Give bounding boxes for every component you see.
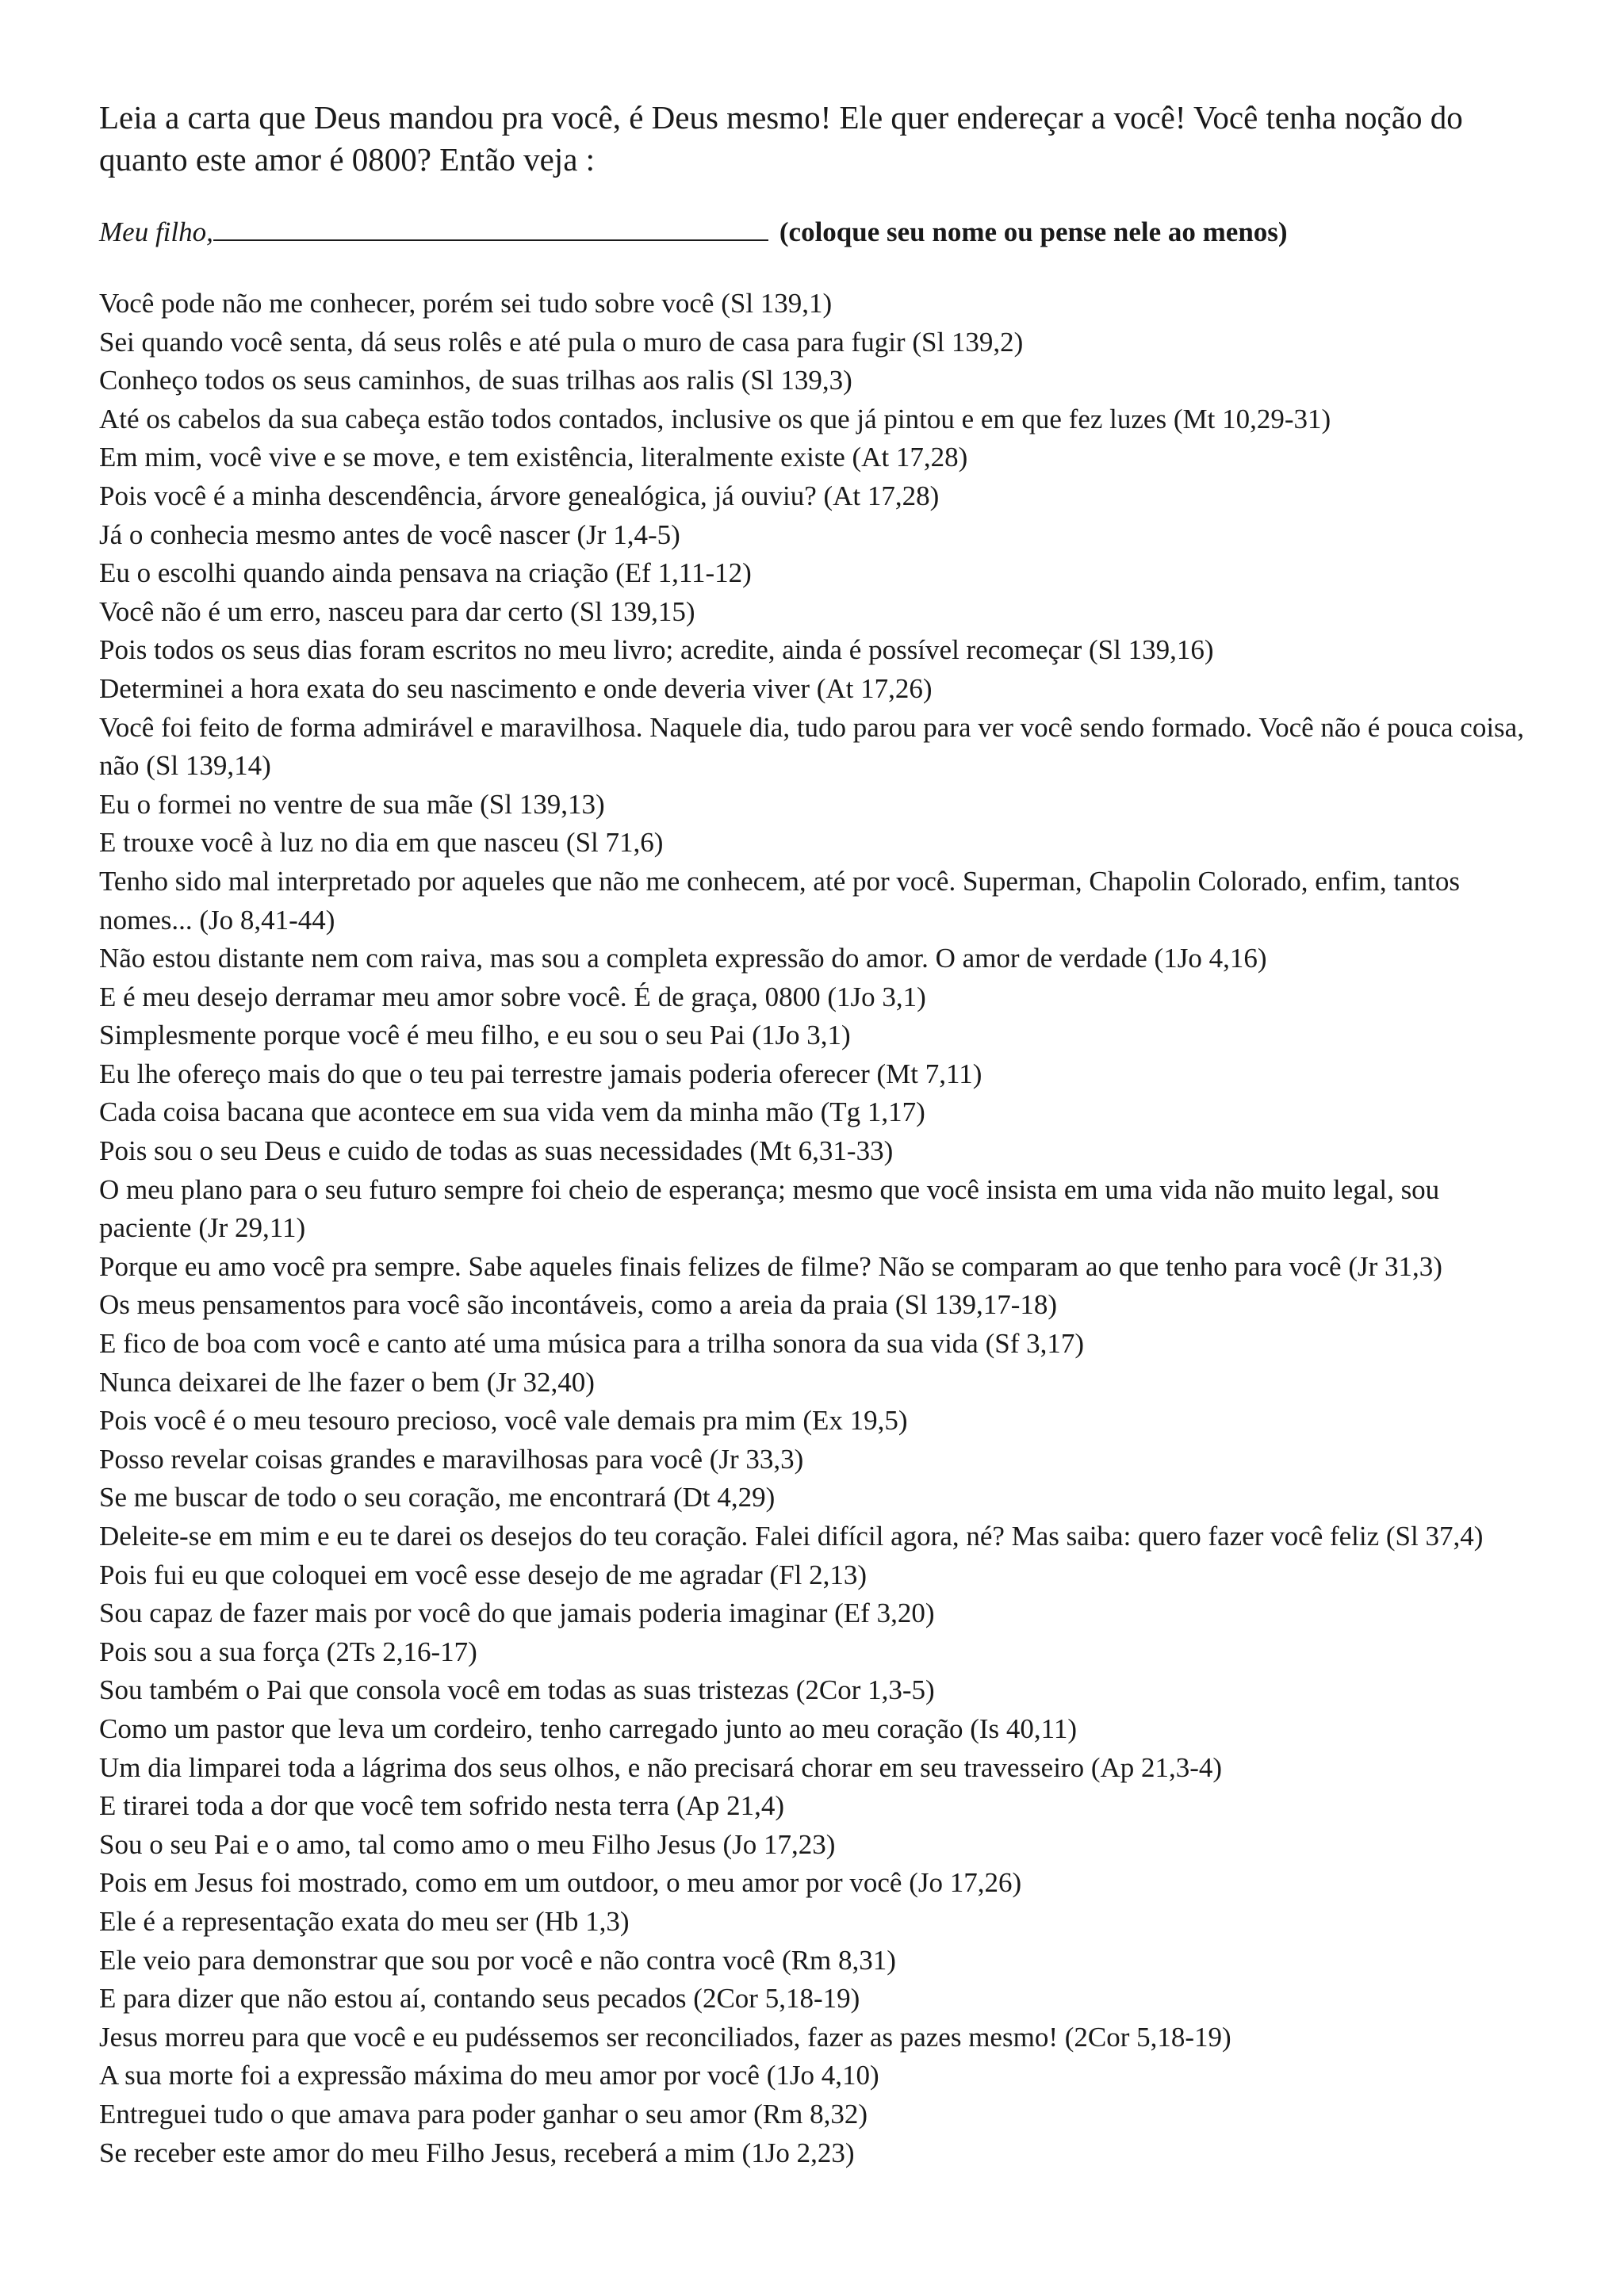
verse-line: Já o conhecia mesmo antes de você nascer (Jr 1,4-5)	[99, 519, 680, 550]
verse-line: Se receber este amor do meu Filho Jesus, receberá a mim (1Jo 2,23)	[99, 2137, 855, 2168]
verse-line: Pois sou o seu Deus e cuido de todas as suas necessidades (Mt 6,31-33)	[99, 1135, 894, 1167]
verse-line: Jesus morreu para que você e eu pudéssemos ser reconciliados, fazer as pazes mesmo! (2Cor 5,18-19)	[99, 2021, 1231, 2053]
verse-line: Pois você é o meu tesouro precioso, você vale demais pra mim (Ex 19,5)	[99, 1405, 908, 1437]
verse-line: Ele veio para demonstrar que sou por você e não contra você (Rm 8,31)	[99, 1944, 896, 1976]
verse-line: Como um pastor que leva um cordeiro, tenho carregado junto ao meu coração (Is 40,11)	[99, 1712, 1078, 1744]
verse-line: Sou capaz de fazer mais por você do que jamais poderia imaginar (Ef 3,20)	[99, 1598, 935, 1629]
salutation-line	[99, 215, 1526, 250]
verse-line: E fico de boa com você e canto até uma música para a trilha sonora da sua vida (Sf 3,17)	[99, 1328, 1085, 1360]
verse-line: Nunca deixarei de lhe fazer o bem (Jr 32,40)	[99, 1366, 595, 1398]
name-blank-line	[213, 216, 768, 241]
verse-line: Pois fui eu que coloquei em você esse desejo de me agradar (Fl 2,13)	[99, 1559, 868, 1590]
verse-line: Conheço todos os seus caminhos, de suas trilhas aos ralis (Sl 139,3)	[99, 365, 852, 396]
verse-line: E é meu desejo derramar meu amor sobre você. É de graça, 0800 (1Jo 3,1)	[99, 981, 926, 1012]
salutation-greeting: Meu filho,	[99, 216, 213, 247]
verse-line: Entreguei tudo o que amava para poder ganhar o seu amor (Rm 8,32)	[99, 2098, 868, 2130]
verse-line: Eu o escolhi quando ainda pensava na criação (Ef 1,11-12)	[99, 557, 752, 589]
verse-line: Se me buscar de todo o seu coração, me encontrará (Dt 4,29)	[99, 1482, 776, 1513]
verse-line: Determinei a hora exata do seu nascimento e onde deveria viver (At 17,26)	[99, 672, 933, 704]
intro-paragraph: Leia a carta que Deus mandou pra você, é Deus mesmo! Ele quer endereçar a você! Você tenha noção do quanto este amor é 0800? Então veja :	[99, 99, 1463, 178]
verse-line: Até os cabelos da sua cabeça estão todos contados, inclusive os que já pintou e em que fez luzes (Mt 10,29-31)	[99, 403, 1331, 434]
verse-line: E para dizer que não estou aí, contando seus pecados (2Cor 5,18-19)	[99, 1983, 860, 2015]
verse-line: Você pode não me conhecer, porém sei tudo sobre você (Sl 139,1)	[99, 288, 833, 319]
verse-line: Você não é um erro, nasceu para dar certo (Sl 139,15)	[99, 595, 695, 627]
verse-line: Pois em Jesus foi mostrado, como em um outdoor, o meu amor por você (Jo 17,26)	[99, 1867, 1022, 1899]
verse-line: Em mim, você vive e se move, e tem existência, literalmente existe (At 17,28)	[99, 442, 968, 473]
verse-line: Porque eu amo você pra sempre. Sabe aqueles finais felizes de filme? Não se comparam ao que tenho para você (Jr 31,3)	[99, 1250, 1442, 1282]
verse-line: Eu lhe ofereço mais do que o teu pai terrestre jamais poderia oferecer (Mt 7,11)	[99, 1058, 982, 1089]
verse-line: Tenho sido mal interpretado por aqueles que não me conhecem, até por você. Superman, Chapolin Colorado, enfim, tantos nomes... (Jo 8,41-44)	[99, 865, 1460, 936]
verse-line: Não estou distante nem com raiva, mas sou a completa expressão do amor. O amor de verdade (1Jo 4,16)	[99, 943, 1267, 974]
verse-line: Posso revelar coisas grandes e maravilhosas para você (Jr 33,3)	[99, 1443, 804, 1475]
verse-line: Os meus pensamentos para você são incontáveis, como a areia da praia (Sl 139,17-18)	[99, 1289, 1058, 1321]
verse-line: A sua morte foi a expressão máxima do meu amor por você (1Jo 4,10)	[99, 2060, 879, 2091]
verse-line: Sou também o Pai que consola você em todas as suas tristezas (2Cor 1,3-5)	[99, 1674, 935, 1706]
verse-line: Cada coisa bacana que acontece em sua vida vem da minha mão (Tg 1,17)	[99, 1096, 925, 1128]
verse-list	[99, 285, 1526, 2172]
salutation-instruction: (coloque seu nome ou pense nele ao menos)	[779, 216, 1288, 247]
verse-line: E trouxe você à luz no dia em que nasceu (Sl 71,6)	[99, 827, 664, 859]
verse-line: Deleite-se em mim e eu te darei os desejos do teu coração. Falei difícil agora, né? Mas saiba: quero fazer você feliz (Sl 37,4)	[99, 1521, 1484, 1552]
verse-line: Pois todos os seus dias foram escritos no meu livro; acredite, ainda é possível recomeçar (Sl 139,16)	[99, 634, 1214, 666]
letter-page	[99, 97, 1526, 2172]
verse-line: Você foi feito de forma admirável e maravilhosa. Naquele dia, tudo parou para ver você sendo formado. Você não é pouca coisa, não (Sl 139,14)	[99, 711, 1524, 782]
verse-line: Sou o seu Pai e o amo, tal como amo o meu Filho Jesus (Jo 17,23)	[99, 1828, 836, 1860]
verse-line: Eu o formei no ventre de sua mãe (Sl 139,13)	[99, 788, 605, 820]
verse-line: Simplesmente porque você é meu filho, e eu sou o seu Pai (1Jo 3,1)	[99, 1020, 851, 1051]
verse-line: Pois sou a sua força (2Ts 2,16-17)	[99, 1636, 477, 1667]
verse-line: O meu plano para o seu futuro sempre foi cheio de esperança; mesmo que você insista em uma vida não muito legal, sou paciente (Jr 29,11)	[99, 1173, 1440, 1244]
verse-line: Pois você é a minha descendência, árvore genealógica, já ouviu? (At 17,28)	[99, 480, 940, 511]
verse-line: Ele é a representação exata do meu ser (Hb 1,3)	[99, 1905, 630, 1937]
verse-line: Um dia limparei toda a lágrima dos seus olhos, e não precisará chorar em seu travesseiro (Ap 21,3-4)	[99, 1751, 1223, 1783]
verse-line: Sei quando você senta, dá seus rolês e até pula o muro de casa para fugir (Sl 139,2)	[99, 326, 1024, 358]
verse-line: E tirarei toda a dor que você tem sofrido nesta terra (Ap 21,4)	[99, 1790, 784, 1822]
